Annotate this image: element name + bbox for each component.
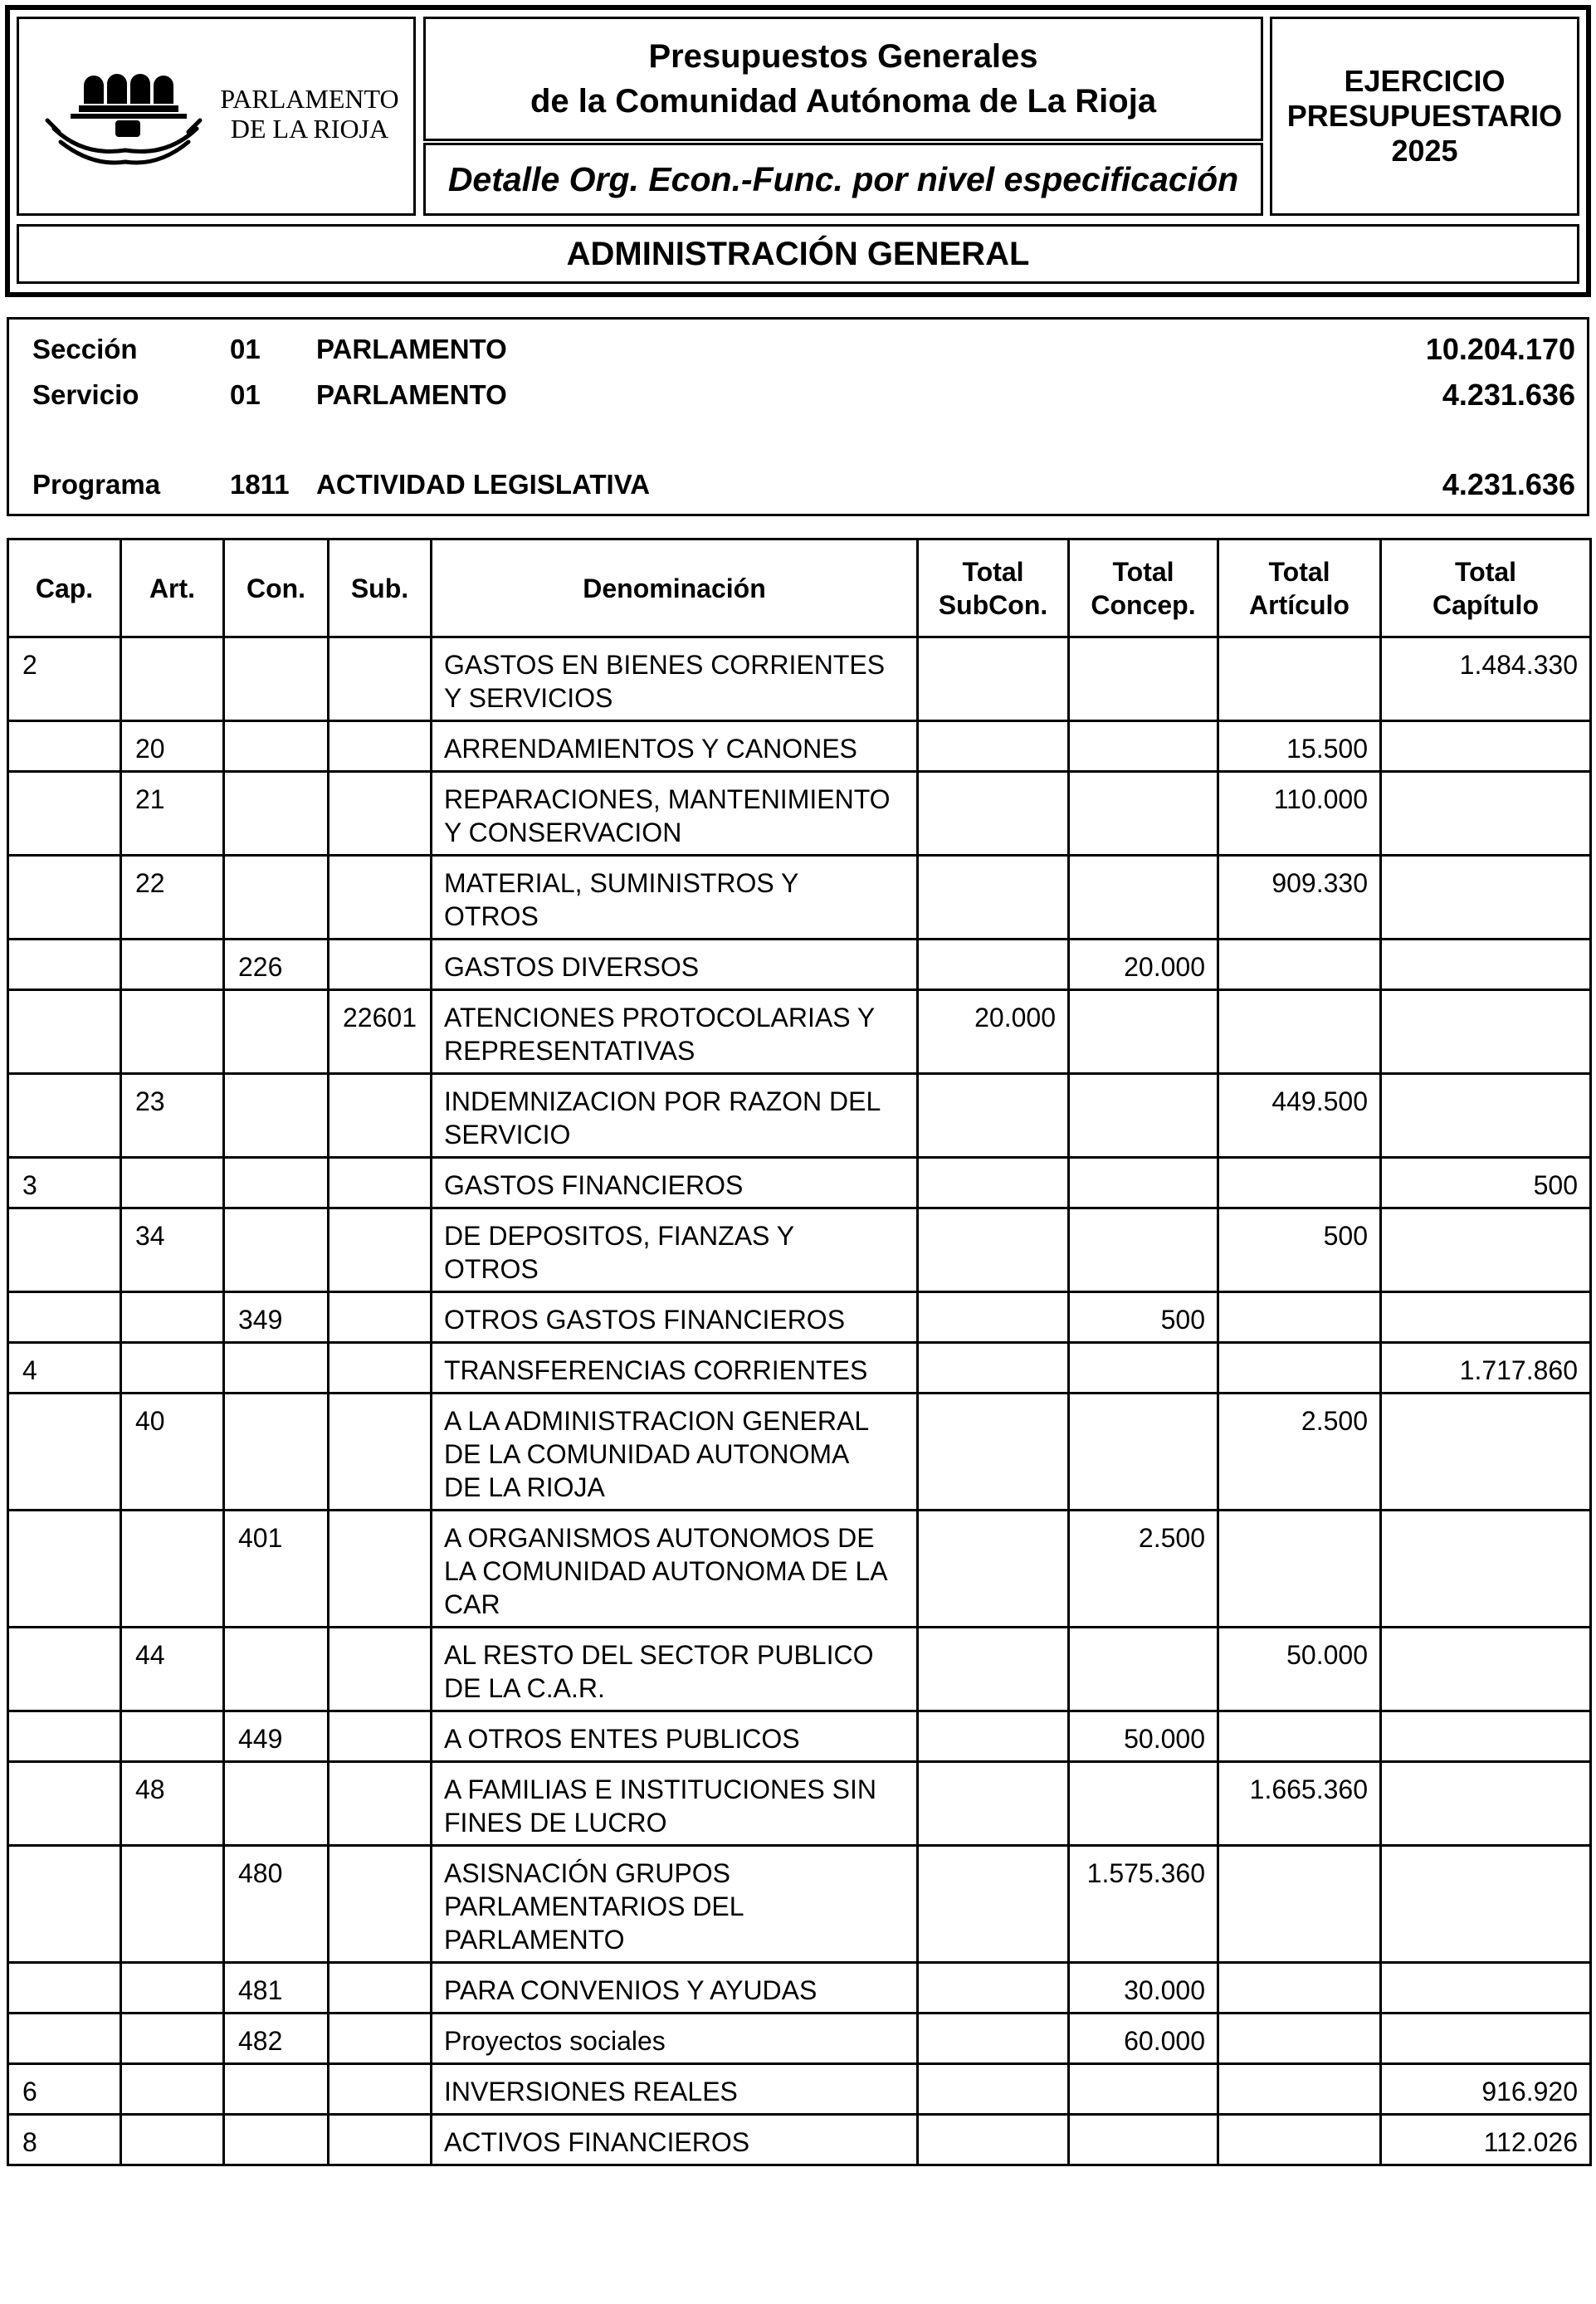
cell-con [224,990,329,1074]
cell-total-concep: 30.000 [1069,1963,1218,2014]
header-total-subcon [918,539,1069,637]
cell-total-articulo: 909.330 [1218,856,1381,940]
cell-total-capitulo [1381,1762,1591,1846]
denominacion-line: REPARACIONES, MANTENIMIENTO [444,784,891,814]
denominacion-line: A FAMILIAS E INSTITUCIONES SIN [444,1774,876,1804]
service-row [9,377,1587,413]
budget-exercise-line: EJERCICIO [1344,64,1506,98]
cell-art: 40 [121,1394,224,1511]
cell-con: 401 [224,1511,329,1628]
denominacion-line: ATENCIONES PROTOCOLARIAS Y [444,1003,876,1032]
section-code: 01 [230,334,261,364]
cell-denominacion [432,940,918,990]
document-title [530,34,1156,124]
cell-sub [329,1846,432,1963]
cell-cap [8,1074,121,1158]
cell-denominacion [432,990,918,1074]
header-line: Total [1112,556,1174,587]
cell-denominacion [432,1511,918,1628]
cell-con: 481 [224,1963,329,2014]
cell-sub [329,1343,432,1394]
denominacion-line: DE LA RIOJA [444,1472,605,1502]
cell-sub: 22601 [329,990,432,1074]
cell-art: 21 [121,772,224,856]
cell-total-articulo: 449.500 [1218,1074,1381,1158]
denominacion-line: FINES DE LUCRO [444,1808,667,1838]
cell-cap [8,856,121,940]
denominacion-line: INDEMNIZACION POR RAZON DEL [444,1086,881,1116]
cell-con: 482 [224,2014,329,2064]
denominacion-line: GASTOS EN BIENES CORRIENTES [444,650,886,680]
cell-con [224,1158,329,1208]
cell-total-concep [1069,1158,1218,1208]
cell-total-articulo: 110.000 [1218,772,1381,856]
table-row [8,856,1591,940]
budget-table [7,538,1592,2166]
denominacion-line: CAR [444,1589,500,1619]
table-row [8,1511,1591,1628]
cell-con [224,1394,329,1511]
cell-total-capitulo [1381,1394,1591,1511]
cell-total-subcon [918,1343,1069,1394]
cell-total-capitulo: 500 [1381,1158,1591,1208]
cell-total-capitulo [1381,940,1591,990]
document-subtitle: Detalle Org. Econ.-Func. por nivel especificación [447,159,1239,198]
denominacion-line: Y SERVICIOS [444,683,613,713]
cell-total-capitulo [1381,1963,1591,2014]
cell-total-articulo: 1.665.360 [1218,1762,1381,1846]
cell-sub [329,772,432,856]
cell-sub [329,1628,432,1711]
cell-cap: 8 [8,2115,121,2165]
cell-con [224,1343,329,1394]
cell-art: 44 [121,1628,224,1711]
cell-art [121,1846,224,1963]
cell-total-subcon [918,772,1069,856]
cell-cap [8,2014,121,2064]
table-row [8,1846,1591,1963]
table-row [8,1158,1591,1208]
cell-total-concep [1069,1074,1218,1158]
cell-art [121,2014,224,2064]
header-total-articulo [1218,539,1381,637]
cell-denominacion [432,1963,918,2014]
cell-total-subcon [918,1511,1069,1628]
denominacion-line: PARLAMENTO [444,1925,625,1955]
denominacion-line: GASTOS FINANCIEROS [444,1170,744,1200]
cell-con [224,856,329,940]
cell-con [224,1628,329,1711]
cell-cap: 4 [8,1343,121,1394]
cell-denominacion [432,2064,918,2115]
title-box [423,17,1263,141]
cell-cap [8,772,121,856]
header-line: SubCon. [938,589,1048,620]
cell-denominacion [432,772,918,856]
denominacion-line: OTROS GASTOS FINANCIEROS [444,1305,846,1335]
cell-total-concep [1069,1343,1218,1394]
budget-exercise-line: PRESUPUESTARIO [1286,99,1563,133]
cell-total-concep: 20.000 [1069,940,1218,990]
cell-con [224,637,329,721]
cell-total-subcon [918,1628,1069,1711]
cell-total-subcon [918,1292,1069,1343]
denominacion-line: ASISNACIÓN GRUPOS [444,1858,730,1888]
service-name: PARLAMENTO [316,379,507,410]
cell-sub [329,1511,432,1628]
cell-total-articulo [1218,2064,1381,2115]
cell-denominacion [432,1158,918,1208]
cell-total-concep [1069,1628,1218,1711]
header-total-capitulo [1381,539,1591,637]
denominacion-line: MATERIAL, SUMINISTROS Y [444,868,799,898]
cell-total-capitulo [1381,2014,1591,2064]
administration-box [17,224,1579,284]
cell-total-capitulo [1381,1628,1591,1711]
denominacion-line: DE LA COMUNIDAD AUTONOMA [444,1439,850,1469]
cell-total-subcon [918,856,1069,940]
cell-art [121,1711,224,1762]
cell-denominacion [432,721,918,772]
header-line: Total [1268,556,1330,587]
cell-total-concep [1069,772,1218,856]
cell-denominacion [432,1343,918,1394]
cell-total-capitulo [1381,721,1591,772]
cell-total-concep: 60.000 [1069,2014,1218,2064]
cell-total-subcon [918,1762,1069,1846]
cell-total-articulo: 15.500 [1218,721,1381,772]
table-row [8,990,1591,1074]
cell-total-articulo [1218,1846,1381,1963]
document-title-line: de la Comunidad Autónoma de La Rioja [530,83,1157,120]
denominacion-line: REPRESENTATIVAS [444,1036,696,1066]
cell-denominacion [432,1074,918,1158]
cell-sub [329,1762,432,1846]
cell-total-concep [1069,1208,1218,1292]
cell-cap [8,1711,121,1762]
cell-total-articulo: 50.000 [1218,1628,1381,1711]
cell-con [224,2064,329,2115]
logo-box [17,17,416,216]
cell-sub [329,1292,432,1343]
table-row [8,2014,1591,2064]
cell-art [121,940,224,990]
cell-total-articulo [1218,2014,1381,2064]
parliament-emblem-icon [42,59,205,175]
cell-cap [8,1511,121,1628]
denominacion-line: DE LA C.A.R. [444,1673,605,1703]
table-row [8,1292,1591,1343]
cell-total-concep [1069,2064,1218,2115]
cell-art [121,2064,224,2115]
cell-total-subcon [918,1158,1069,1208]
denominacion-line: ACTIVOS FINANCIEROS [444,2127,750,2157]
denominacion-line: AL RESTO DEL SECTOR PUBLICO [444,1640,874,1670]
header-line: Total [1454,556,1517,587]
table-row [8,772,1591,856]
cell-sub [329,856,432,940]
cell-cap [8,721,121,772]
header-denominacion: Denominación [432,539,918,637]
cell-cap [8,1963,121,2014]
table-body [8,637,1591,2165]
section-amount: 10.204.170 [1425,332,1575,366]
cell-sub [329,2115,432,2165]
cell-art: 22 [121,856,224,940]
cell-total-subcon [918,1074,1069,1158]
cell-total-subcon: 20.000 [918,990,1069,1074]
cell-total-concep [1069,2115,1218,2165]
cell-con: 449 [224,1711,329,1762]
cell-total-capitulo: 1.484.330 [1381,637,1591,721]
cell-total-articulo: 500 [1218,1208,1381,1292]
cell-total-capitulo [1381,1292,1591,1343]
cell-art [121,1343,224,1394]
table-row [8,1074,1591,1158]
cell-sub [329,2064,432,2115]
cell-total-subcon [918,1208,1069,1292]
denominacion-line: OTROS [444,1254,539,1284]
header-line: Capítulo [1432,589,1539,620]
cell-con [224,2115,329,2165]
denominacion-line: DE DEPOSITOS, FIANZAS Y [444,1221,795,1251]
header-line: Artículo [1249,589,1350,620]
table-row [8,1394,1591,1511]
denominacion-line: A LA ADMINISTRACION GENERAL [444,1406,870,1436]
cell-total-concep: 2.500 [1069,1511,1218,1628]
cell-total-articulo [1218,1292,1381,1343]
cell-total-articulo [1218,1158,1381,1208]
cell-cap [8,1292,121,1343]
document-title-line: Presupuestos Generales [648,38,1038,75]
cell-sub [329,1711,432,1762]
administration-title: ADMINISTRACIÓN GENERAL [566,235,1030,272]
cell-con: 226 [224,940,329,990]
header-line: Total [962,556,1024,587]
header-art: Art. [121,539,224,637]
denominacion-line: A OTROS ENTES PUBLICOS [444,1724,800,1754]
cell-total-concep: 1.575.360 [1069,1846,1218,1963]
cell-denominacion [432,1394,918,1511]
cell-cap [8,990,121,1074]
table-row [8,1762,1591,1846]
cell-art: 34 [121,1208,224,1292]
cell-art: 48 [121,1762,224,1846]
table-row [8,1208,1591,1292]
cell-total-subcon [918,2064,1069,2115]
budget-exercise [1287,64,1562,168]
denominacion-line: Y CONSERVACION [444,818,682,847]
cell-total-capitulo: 916.920 [1381,2064,1591,2115]
cell-art: 23 [121,1074,224,1158]
section-row [9,331,1587,368]
budget-exercise-year: 2025 [1391,134,1458,168]
cell-con [224,1762,329,1846]
cell-art [121,990,224,1074]
exercise-box [1270,17,1579,216]
cell-total-subcon [918,1963,1069,2014]
cell-total-capitulo: 1.717.860 [1381,1343,1591,1394]
service-amount: 4.231.636 [1442,378,1575,412]
cell-art [121,2115,224,2165]
denominacion-line: A ORGANISMOS AUTONOMOS DE [444,1523,875,1553]
denominacion-line: SERVICIO [444,1120,571,1150]
cell-sub [329,1208,432,1292]
cell-denominacion [432,2115,918,2165]
section-name: PARLAMENTO [316,334,507,364]
cell-total-capitulo [1381,1511,1591,1628]
service-label: Servicio [32,379,139,410]
cell-con [224,1208,329,1292]
cell-denominacion [432,1711,918,1762]
cell-total-capitulo [1381,1711,1591,1762]
table-row [8,1343,1591,1394]
cell-total-capitulo [1381,1208,1591,1292]
cell-cap [8,1208,121,1292]
organization-name [208,84,411,144]
table-row [8,1711,1591,1762]
cell-cap [8,1628,121,1711]
header-cap: Cap. [8,539,121,637]
cell-denominacion [432,637,918,721]
cell-denominacion [432,856,918,940]
cell-total-concep [1069,1762,1218,1846]
section-label: Sección [32,334,138,364]
cell-denominacion [432,1762,918,1846]
cell-cap [8,1394,121,1511]
cell-sub [329,637,432,721]
table-row [8,1628,1591,1711]
cell-total-subcon [918,1711,1069,1762]
section-summary [7,317,1589,516]
table-row [8,1963,1591,2014]
cell-denominacion [432,1292,918,1343]
program-name: ACTIVIDAD LEGISLATIVA [316,469,651,500]
cell-total-capitulo: 112.026 [1381,2115,1591,2165]
subtitle-box [423,143,1263,216]
cell-total-capitulo [1381,1074,1591,1158]
cell-total-subcon [918,721,1069,772]
cell-con [224,772,329,856]
cell-total-subcon [918,2115,1069,2165]
cell-total-capitulo [1381,990,1591,1074]
cell-total-concep [1069,1394,1218,1511]
cell-total-concep: 50.000 [1069,1711,1218,1762]
cell-art [121,1158,224,1208]
cell-cap [8,940,121,990]
cell-total-articulo [1218,940,1381,990]
denominacion-line: INVERSIONES REALES [444,2077,738,2106]
header-con: Con. [224,539,329,637]
cell-total-subcon [918,637,1069,721]
cell-denominacion [432,2014,918,2064]
denominacion-line: ARRENDAMIENTOS Y CANONES [444,734,857,764]
cell-sub [329,2014,432,2064]
cell-art: 20 [121,721,224,772]
cell-total-capitulo [1381,856,1591,940]
cell-total-subcon [918,940,1069,990]
cell-sub [329,1394,432,1511]
header-total-concep [1069,539,1218,637]
table-row [8,637,1591,721]
cell-total-articulo [1218,990,1381,1074]
table-row [8,721,1591,772]
denominacion-line: LA COMUNIDAD AUTONOMA DE LA [444,1556,888,1586]
table-row [8,940,1591,990]
cell-denominacion [432,1208,918,1292]
cell-art [121,637,224,721]
cell-cap: 2 [8,637,121,721]
program-amount: 4.231.636 [1442,467,1575,501]
denominacion-line: PARLAMENTARIOS DEL [444,1892,744,1921]
cell-con: 480 [224,1846,329,1963]
cell-total-capitulo [1381,772,1591,856]
cell-con [224,721,329,772]
cell-denominacion [432,1846,918,1963]
cell-total-articulo [1218,1963,1381,2014]
cell-sub [329,721,432,772]
cell-sub [329,1074,432,1158]
cell-sub [329,940,432,990]
header-line: Concep. [1091,589,1196,620]
cell-total-concep [1069,721,1218,772]
service-code: 01 [230,379,261,410]
cell-total-capitulo [1381,1846,1591,1963]
table-header-row [8,539,1591,637]
cell-con [224,1074,329,1158]
cell-total-subcon [918,1394,1069,1511]
denominacion-line: GASTOS DIVERSOS [444,952,700,982]
cell-sub [329,1963,432,2014]
denominacion-line: Proyectos sociales [444,2026,666,2056]
cell-total-concep: 500 [1069,1292,1218,1343]
denominacion-line: PARA CONVENIOS Y AYUDAS [444,1975,818,2005]
cell-total-concep [1069,856,1218,940]
cell-art [121,1292,224,1343]
cell-total-articulo: 2.500 [1218,1394,1381,1511]
cell-total-articulo [1218,637,1381,721]
cell-total-articulo [1218,1511,1381,1628]
cell-total-subcon [918,2014,1069,2064]
program-label: Programa [32,469,161,500]
program-row [9,466,1587,503]
cell-art [121,1511,224,1628]
cell-total-articulo [1218,1711,1381,1762]
cell-cap [8,1846,121,1963]
cell-total-subcon [918,1846,1069,1963]
cell-total-concep [1069,990,1218,1074]
denominacion-line: TRANSFERENCIAS CORRIENTES [444,1355,868,1385]
header-sub: Sub. [329,539,432,637]
denominacion-line: OTROS [444,901,539,931]
cell-total-articulo [1218,2115,1381,2165]
organization-name-line: DE LA RIOJA [230,114,389,144]
cell-con: 349 [224,1292,329,1343]
cell-total-articulo [1218,1343,1381,1394]
table-row [8,2115,1591,2165]
cell-sub [329,1158,432,1208]
cell-denominacion [432,1628,918,1711]
table-row [8,2064,1591,2115]
cell-cap: 3 [8,1158,121,1208]
cell-total-concep [1069,637,1218,721]
cell-cap [8,1762,121,1846]
cell-cap: 6 [8,2064,121,2115]
organization-name-line: PARLAMENTO [220,84,399,114]
program-code: 1811 [230,469,290,500]
cell-art [121,1963,224,2014]
